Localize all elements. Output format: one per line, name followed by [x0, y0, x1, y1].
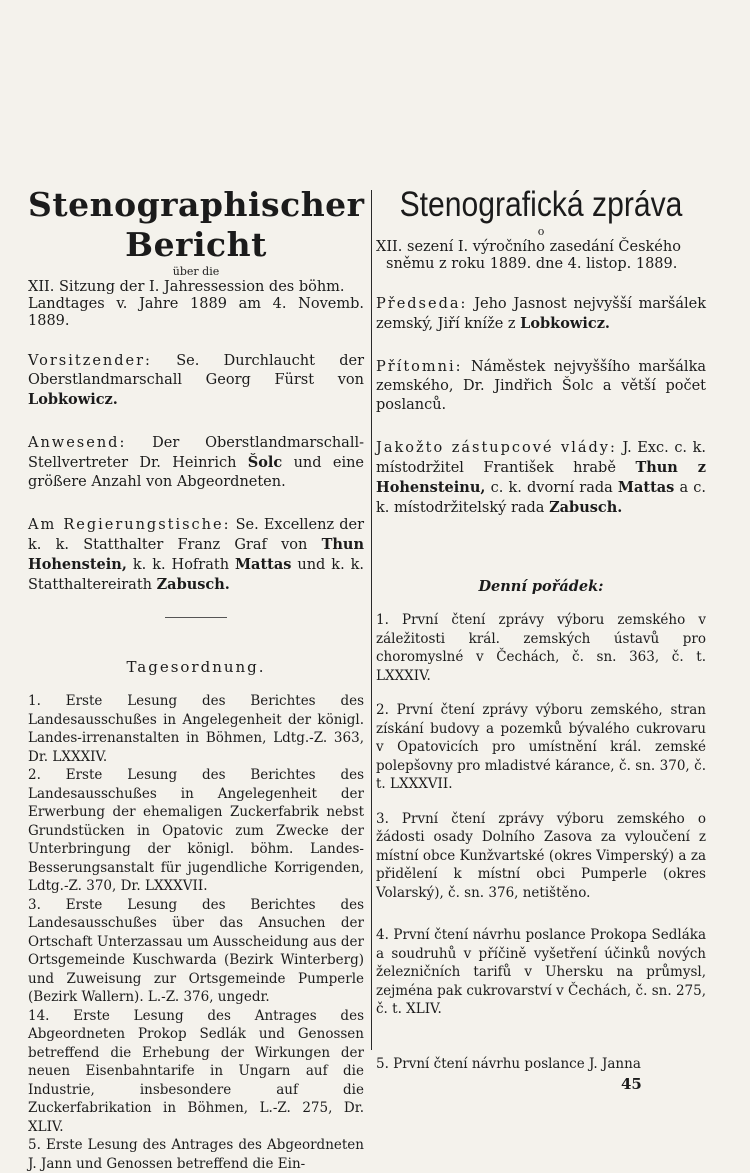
czech-chair-paragraph [376, 295, 706, 334]
czech-present-paragraph [376, 358, 706, 415]
czech-present-text: Náměstek nejvyššího maršálka zemského, Dr. Jindřich Šolc a větší počet poslanců. [376, 359, 707, 413]
german-agenda-item-3: 3. Erste Lesung des Berichtes des Landesausschußes über das Ansuchen der Ortschaft Unterzassau um Ausscheidung aus der Ortsgemeinde Kuschwarda (Bezirk Winterberg) und Zuweisung zur Ortsgemeinde Pumperle (Bezirk Wallern). L.-Z. 376, ungedr. [28, 896, 364, 1005]
czech-agenda-item-5: 5. První čtení návrhu poslance J. Janna [376, 1055, 641, 1072]
german-session-line-2: Landtages v. Jahre 1889 am 4. Novemb. 1889. [28, 296, 364, 329]
german-present-text-2: und eine größere Anzahl von Abgeordneten. [28, 455, 365, 490]
czech-column [376, 185, 706, 1073]
czech-government-text-1: J. Exc. c. k. místodržitel František hrabě [376, 440, 706, 476]
czech-government-text-2: c. k. dvorní rada [490, 480, 613, 496]
german-chair-text: Se. Durchlaucht der Oberstlandmarschall Georg Fürst von [28, 353, 365, 388]
german-present-paragraph [28, 434, 364, 492]
german-government-name-2: Mattas [235, 556, 292, 573]
german-agenda-item-2: 2. Erste Lesung des Berichtes des Landesausschußes in Angelegenheit der Erwerbung der ehemaligen Zuckerfabrik nebst Grundstücken in Opatovic zum Zwecke der Unterbringung der königl. böhm. Landes-Besserungsanstalt für jugendliche Korrigenden, Ldtg.-Z. 370, Dr. LXXXVII. [28, 767, 364, 894]
german-chair-paragraph [28, 352, 364, 410]
czech-government-name-1: Thun z Hohensteinu, [376, 459, 707, 496]
czech-chair-name: Lobkowicz. [520, 315, 610, 332]
page-number: 45 [621, 1075, 642, 1093]
czech-subtitle: o [537, 225, 545, 238]
german-column [28, 185, 364, 1173]
czech-present-label: Přítomni: [376, 359, 463, 375]
german-chair-name: Lobkowicz. [28, 391, 118, 408]
czech-session-line-2: sněmu z roku 1889. dne 4. listop. 1889. [386, 256, 678, 272]
column-divider [371, 190, 372, 1050]
german-present-label: Anwesend: [28, 435, 127, 451]
czech-session-line-1: XII. sezení I. výročního zasedání Českého [376, 239, 681, 255]
german-government-text-1: Se. Excellenz der k. k. Statthalter Franz Graf von [28, 517, 365, 553]
czech-government-label: Jakožto zástupcové vlády: [376, 440, 617, 456]
german-agenda-item-5: 5. Erste Lesung des Antrages des Abgeordneten J. Jann und Genossen betreffend die Ein- [28, 1137, 364, 1172]
german-government-name-1: Thun Hohenstein, [28, 536, 364, 573]
german-government-text-3: und k. k. Statthaltereirath [28, 557, 365, 593]
german-agenda-item-1: 1. Erste Lesung des Berichtes des Landesausschußes in Angelegenheit der königl. Landes-irrenanstalten in Böhmen, Ldtg.-Z. 363, Dr. LXXXIV. [28, 693, 364, 765]
czech-title: Stenografická zpráva [399, 185, 683, 224]
czech-agenda-item-2: 2. První čtení zprávy výboru zemského, stran získání budovy a pozemků bývalého cukrovaru v Opatovicích pro umístnění král. zemské polepšovny pro mladistvé kárance, č. sn. 370, č. t. LXXXVII. [376, 702, 706, 792]
czech-agenda-heading: Denní pořádek: [478, 578, 604, 595]
german-chair-label: Vorsitzender: [28, 353, 152, 369]
czech-agenda-item-3: 3. První čtení zprávy výboru zemského o žádosti osady Dolního Zasova za vyloučení z místní obce Kunžvartské (okres Vimperský) a za přidělení k místní obci Pumperle (okres Volarský), č. sn. 376, netištěno. [376, 810, 706, 901]
german-government-text-2: k. k. Hofrath [132, 557, 230, 573]
german-session-line-1: XII. Sitzung der I. Jahressession des böhm. [28, 279, 345, 295]
german-agenda-heading: Tagesordnung. [126, 658, 266, 676]
german-present-name: Šolc [247, 454, 283, 471]
german-agenda-item-14: 14. Erste Lesung des Antrages des Abgeordneten Prokop Sedlák und Genossen betreffend die Erhebung der Wirkungen der neuen Eisenbahntarife in Ungarn auf die Industrie, insbesondere auf die Zuckerfabrikation in Böhmen, L.-Z. 275, Dr. XLIV. [28, 1007, 364, 1135]
czech-government-name-2: Mattas [617, 479, 675, 496]
german-present-text-1: Der Oberstlandmarschall-Stellvertreter Dr. Heinrich [28, 435, 364, 471]
german-government-paragraph [28, 516, 364, 595]
czech-chair-label: Předseda: [376, 296, 468, 312]
czech-government-text-3: a c. k. místodržitelský rada [376, 480, 707, 516]
german-subtitle: über die [172, 265, 220, 278]
czech-agenda-item-4: 4. První čtení návrhu poslance Prokopa Sedláka a soudruhů v příčině vyšetření účinků nových železničních tarifů v Uhersku na průmysl, zejména pak cukrovarství v Čechách, č. sn. 275, č. t. XLIV. [376, 927, 706, 1017]
czech-agenda-item-1: 1. První čtení zprávy výboru zemského v záležitosti král. zemských ústavů pro choromyslné v Čechách, č. sn. 363, č. t. LXXXIV. [376, 612, 706, 684]
czech-chair-text: Jeho Jasnost nejvyšší maršálek zemský, Jiří kníže z [376, 296, 706, 332]
german-government-name-3: Zabusch. [156, 576, 230, 593]
german-title: Stenographischer Bericht [28, 185, 365, 264]
czech-government-name-3: Zabusch. [549, 499, 623, 516]
czech-government-paragraph [376, 439, 706, 518]
german-government-label: Am Regierungstische: [28, 517, 231, 533]
